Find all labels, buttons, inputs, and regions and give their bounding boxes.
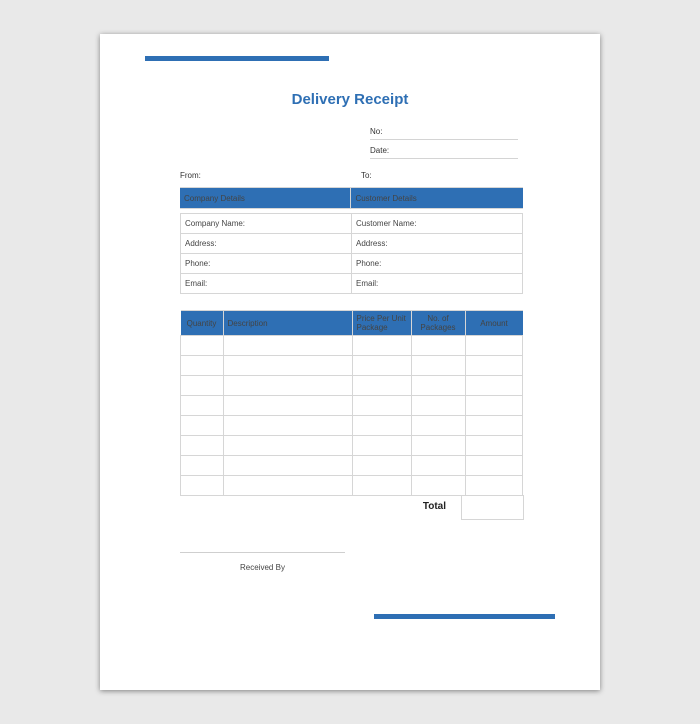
item-cell[interactable] [181,476,224,496]
item-cell[interactable] [181,436,224,456]
receipt-number-label: No: [370,127,383,136]
top-accent-bar [145,56,329,61]
customer-address-field[interactable]: Address: [352,234,523,254]
table-row [181,356,523,376]
item-cell[interactable] [223,376,352,396]
item-cell[interactable] [465,336,523,356]
item-cell[interactable] [181,456,224,476]
total-amount-field[interactable] [461,495,524,520]
table-row [181,456,523,476]
company-phone-field[interactable]: Phone: [181,254,352,274]
table-row [181,214,523,234]
signature-line[interactable] [180,552,345,553]
receipt-date-field[interactable] [370,142,518,159]
customer-name-field[interactable]: Customer Name: [352,214,523,234]
item-cell[interactable] [352,456,411,476]
table-row [181,436,523,456]
packages-header-line1: No. of [427,314,449,323]
bottom-accent-bar [374,614,555,619]
item-cell[interactable] [223,416,352,436]
company-email-field[interactable]: Email: [181,274,352,294]
price-header-line2: Package [356,323,388,332]
item-cell[interactable] [352,356,411,376]
item-cell[interactable] [465,376,523,396]
table-row [181,416,523,436]
item-cell[interactable] [465,416,523,436]
item-cell[interactable] [352,396,411,416]
details-table [180,213,523,294]
quantity-header: Quantity [181,311,224,336]
item-cell[interactable] [465,456,523,476]
document-title: Delivery Receipt [291,91,409,108]
item-cell[interactable] [465,356,523,376]
table-row [181,274,523,294]
table-row [181,376,523,396]
item-cell[interactable] [223,356,352,376]
item-cell[interactable] [352,336,411,356]
item-cell[interactable] [223,336,352,356]
details-header [180,187,523,209]
item-cell[interactable] [223,476,352,496]
items-header-row [181,311,523,336]
receipt-number-field[interactable] [370,123,518,140]
item-cell[interactable] [465,476,523,496]
item-cell[interactable] [181,336,224,356]
company-name-field[interactable]: Company Name: [181,214,352,234]
customer-phone-field[interactable]: Phone: [352,254,523,274]
item-cell[interactable] [181,396,224,416]
customer-details-header: Customer Details [351,188,523,209]
price-header-line1: Price Per Unit [356,314,406,323]
item-cell[interactable] [181,376,224,396]
from-label: From: [180,171,201,180]
customer-email-field[interactable]: Email: [352,274,523,294]
item-cell[interactable] [223,456,352,476]
item-cell[interactable] [181,356,224,376]
item-cell[interactable] [411,396,465,416]
item-cell[interactable] [411,376,465,396]
table-row [181,476,523,496]
item-cell[interactable] [465,436,523,456]
description-header: Description [223,311,352,336]
price-per-unit-header [352,311,411,336]
item-cell[interactable] [223,396,352,416]
company-address-field[interactable]: Address: [181,234,352,254]
item-cell[interactable] [352,376,411,396]
table-row [181,396,523,416]
item-cell[interactable] [352,476,411,496]
packages-header-line2: Packages [420,323,456,332]
amount-header: Amount [465,311,523,336]
to-label: To: [361,171,372,180]
item-cell[interactable] [411,456,465,476]
item-cell[interactable] [411,356,465,376]
item-cell[interactable] [352,436,411,456]
item-cell[interactable] [411,436,465,456]
item-cell[interactable] [411,476,465,496]
packages-header [411,311,465,336]
company-details-header: Company Details [180,188,351,209]
item-cell[interactable] [352,416,411,436]
receipt-date-label: Date: [370,146,390,155]
receipt-page [100,34,600,690]
item-cell[interactable] [465,396,523,416]
items-table [180,310,523,496]
item-cell[interactable] [411,416,465,436]
item-cell[interactable] [223,436,352,456]
item-cell[interactable] [411,336,465,356]
table-row [181,254,523,274]
total-label: Total [422,501,446,512]
table-row [181,336,523,356]
item-cell[interactable] [181,416,224,436]
received-by-label: Received By [240,563,285,572]
table-row [181,234,523,254]
